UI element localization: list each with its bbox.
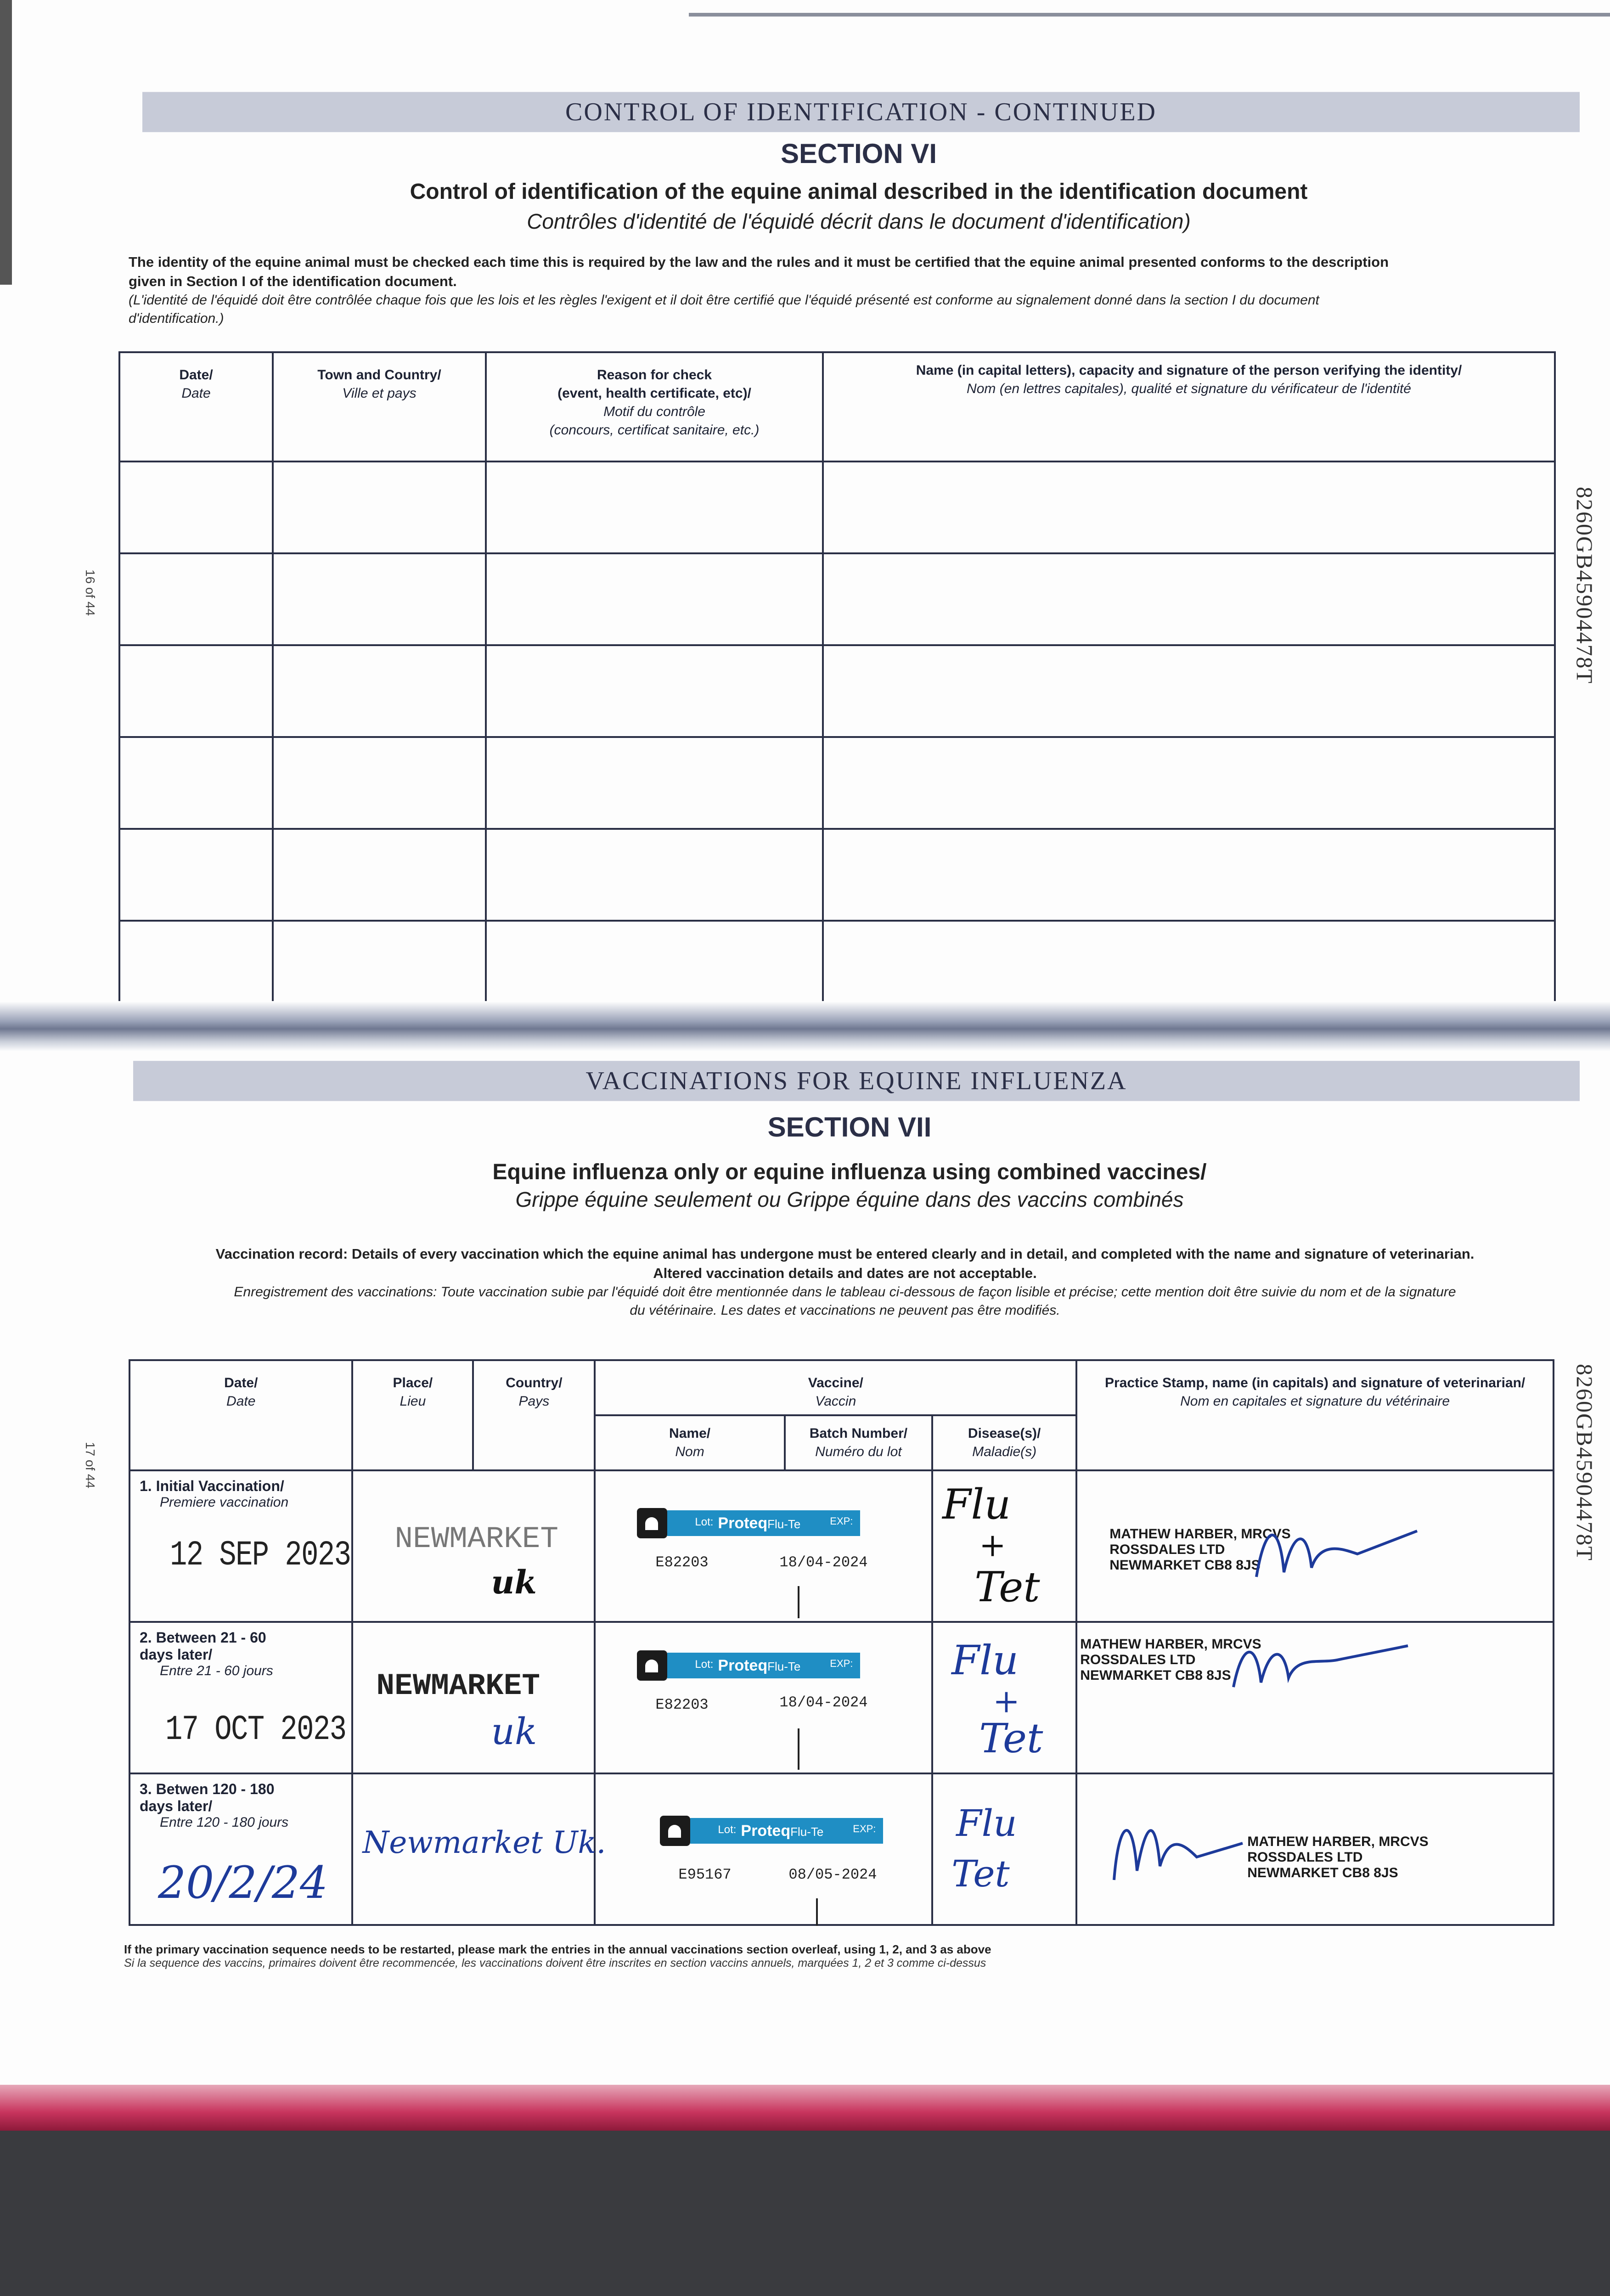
hdr-disease-fr: Maladie(s) [972,1444,1037,1459]
vaccination-row [129,1470,1554,1622]
hdr-name-en: Name/ [669,1426,711,1441]
col-date-en: Date/ [179,367,213,383]
col-date-fr: Date [181,386,211,401]
row3-label-en: 3. Betwen 120 - 180 days later/ [140,1781,275,1814]
hdr-name [595,1415,784,1470]
row2-label-fr: Entre 21 - 60 jours [160,1663,273,1678]
col-reason-en2: (event, health certificate, etc)/ [557,386,751,401]
col-town-header [273,352,486,461]
section7-heading: SECTION VII [767,1112,932,1142]
cell-reason[interactable] [486,461,823,553]
section7-banner-text: VACCINATIONS FOR EQUINE INFLUENZA [585,1067,1127,1095]
row2-place-stamp: NEWMARKET [376,1669,540,1703]
cover-edge-red [0,2085,1610,2131]
row1-vaccine-name: Proteq [718,1514,768,1532]
hdr-batch-fr: Numéro du lot [815,1444,902,1459]
row1-disease-2: Tet [974,1563,1040,1611]
label-tick [798,1728,799,1770]
row1-vet-practice: ROSSDALES LTD [1109,1542,1225,1557]
row1-lot-label: Lot: [695,1516,714,1528]
identity-check-row [119,461,1555,553]
cell-reason[interactable] [486,645,823,737]
row3-disease-cell[interactable] [932,1773,1076,1925]
cell-town[interactable] [273,829,486,921]
section7-notes [129,1244,1561,1320]
col-reason-en: Reason for check [597,367,712,383]
col-verifier-fr: Nom (en lettres capitales), qualité et signature du vérificateur de l'identité [967,381,1411,396]
row3-disease-2: Tet [951,1852,1010,1895]
row1-place-country-cell[interactable] [352,1470,595,1622]
row3-label-fr: Entre 120 - 180 jours [160,1815,289,1830]
row3-vaccine-cell[interactable] [595,1773,932,1925]
row3-exp-label: EXP: [853,1823,876,1835]
label-tick [798,1586,799,1618]
cell-date[interactable] [119,461,273,553]
col-date-header [119,352,273,461]
identity-check-row [119,921,1555,1008]
row3-place-handwritten: Newmarket Uk. [362,1825,606,1860]
section6-note-en-1: The identity of the equine animal must be checked each time this is required by the law and the rules and it must be certified that the equine animal presented conforms to the description [129,254,1389,270]
row2-vaccine-suffix: Flu-Te [767,1660,801,1673]
row3-date-handwritten: 20/2/24 [158,1857,328,1908]
cell-town[interactable] [273,645,486,737]
row1-vaccine-suffix: Flu-Te [767,1517,801,1531]
hdr-name-fr: Nom [675,1444,704,1459]
vaccine-brand-icon [637,1650,667,1681]
side-code-upper: 8260GB45904478T [1572,487,1598,684]
section6-heading: SECTION VI [780,138,937,169]
section7-footer-fr: Si la sequence des vaccins, primaires doivent être recommencée, les vaccinations doivent être inscrites en section vaccins annuels, marquées 1, 2 et 3 comme ci-dessus [124,1957,986,1970]
col-reason-header [486,352,823,461]
identity-check-row [119,829,1555,921]
section6-notes [129,253,1552,328]
section6-subtitle-fr: Contrôles d'identité de l'équidé décrit dans le document d'identification) [527,209,1191,233]
cover-edge-dark [0,2131,1610,2296]
row2-date-stamp: 17 OCT 2023 [165,1710,346,1750]
row1-vaccine-band [667,1510,860,1536]
vaccination-header-row-1 [129,1360,1554,1415]
identity-check-row [119,645,1555,737]
hdr-batch [785,1415,932,1470]
row3-vet-signature [1109,1802,1247,1894]
row2-batch: E82203 [655,1696,709,1713]
row2-disease-cell[interactable] [932,1622,1076,1773]
row3-vet-cell[interactable] [1076,1773,1554,1925]
hdr-disease-en: Disease(s)/ [968,1426,1041,1441]
cell-date[interactable] [119,737,273,829]
cell-verifier[interactable] [823,921,1555,1008]
page-top-edge [689,13,1610,17]
cell-reason[interactable] [486,737,823,829]
cell-verifier[interactable] [823,829,1555,921]
row1-vaccine-label [637,1508,860,1538]
row2-vet-signature [1229,1632,1413,1696]
row2-exp-label: EXP: [830,1658,853,1669]
row3-date-cell[interactable] [129,1773,352,1925]
row1-vet-address: NEWMARKET CB8 8JS [1109,1558,1261,1573]
cell-town[interactable] [273,737,486,829]
section7-note-en-1: Vaccination record: Details of every vaccination which the equine animal has undergone must be entered clearly and in detail, and completed with the name and signature of veterinarian. [215,1246,1475,1262]
row2-vaccine-cell[interactable] [595,1622,932,1773]
section6-note-fr-1: (L'identité de l'équidé doit être contrôlée chaque fois que les lois et les règles l'exigent et il doit être certifié que l'équidé présenté est conforme au signalement donné dans la section I du document [129,293,1319,308]
row3-disease-1: Flu [956,1802,1017,1845]
row1-vet-cell[interactable] [1076,1470,1554,1622]
row3-batch: E95167 [678,1866,732,1883]
hdr-place-fr: Lieu [400,1394,426,1409]
section6-banner [142,92,1580,132]
col-verifier-en: Name (in capital letters), capacity and signature of the person verifying the identity/ [916,363,1462,378]
identity-check-table [118,351,1556,1009]
vaccination-table [129,1359,1554,1926]
section6-note-en-2: given in Section I of the identification document. [129,273,457,289]
section7-subtitle-fr: Grippe équine seulement ou Grippe équine dans des vaccins combinés [515,1187,1184,1211]
row1-label-fr: Premiere vaccination [160,1495,289,1510]
row2-vet-name: MATHEW HARBER, MRCVS [1080,1637,1261,1652]
row2-disease-plus: + [993,1683,1020,1720]
cell-town[interactable] [273,461,486,553]
row1-place-stamp: NEWMARKET [394,1522,558,1556]
vaccine-brand-icon [637,1508,667,1538]
hdr-place-en: Place/ [393,1375,433,1390]
row1-country-handwritten: uk [491,1563,537,1601]
hdr-stamp-en: Practice Stamp, name (in capitals) and signature of veterinarian/ [1104,1375,1526,1390]
cell-date[interactable] [119,921,273,1008]
col-town-en: Town and Country/ [317,367,441,383]
col-town-fr: Ville et pays [342,386,417,401]
row2-vet-practice: ROSSDALES LTD [1080,1652,1196,1667]
cell-town[interactable] [273,921,486,1008]
row2-vaccine-label [637,1650,860,1681]
row1-date-stamp: 12 SEP 2023 [170,1536,351,1575]
cell-verifier[interactable] [823,737,1555,829]
row2-label-en: 2. Between 21 - 60 days later/ [140,1629,266,1663]
hdr-date-fr: Date [226,1394,256,1409]
row3-vaccine-band [690,1818,883,1844]
row3-place-country-cell[interactable] [352,1773,606,1925]
cell-verifier[interactable] [823,645,1555,737]
hdr-disease [932,1415,1076,1470]
hdr-country-en: Country/ [506,1375,563,1390]
row1-batch: E82203 [655,1554,709,1571]
row2-vet-address: NEWMARKET CB8 8JS [1080,1668,1231,1683]
col-verifier-header [823,352,1555,461]
page-fold [0,1001,1610,1052]
section7-footer [124,1942,1557,1970]
cell-reason[interactable] [486,829,823,921]
label-tick [816,1898,818,1926]
row1-date-cell[interactable] [129,1470,352,1622]
hdr-stamp-fr: Nom en capitales et signature du vétérinaire [1180,1394,1450,1409]
cell-verifier[interactable] [823,553,1555,645]
row1-disease-cell[interactable] [932,1470,1076,1622]
section7-note-fr-1: Enregistrement des vaccinations: Toute vaccination subie par l'équidé doit être mentionnée dans le tableau ci-dessous de façon lisible et précise; cette mention doit être suivie du nom et de la signature [234,1284,1456,1300]
vaccine-brand-icon [660,1816,690,1846]
hdr-batch-en: Batch Number/ [809,1426,908,1441]
section6-page-number: 16 of 44 [83,569,97,616]
hdr-place [352,1360,473,1470]
cell-date[interactable] [119,645,273,737]
row2-place-country-cell[interactable] [352,1622,595,1773]
row2-expiry: 18/04-2024 [779,1694,868,1711]
cell-reason[interactable] [486,921,823,1008]
hdr-date-en: Date/ [224,1375,258,1390]
row1-vaccine-cell[interactable] [595,1470,932,1622]
section6-subtitle-en: Control of identification of the equine animal described in the identification document [410,180,1308,204]
identity-check-header-row [119,352,1555,461]
section6-note-fr-2: d'identification.) [129,311,224,326]
side-code-lower: 8260GB45904478T [1572,1364,1598,1561]
row3-expiry: 08/05-2024 [788,1866,877,1883]
col-reason-fr: Motif du contrôle [603,404,705,419]
section7-subtitle-en: Equine influenza only or equine influenza using combined vaccines/ [492,1160,1207,1184]
hdr-vaccine [595,1360,1076,1415]
section7-banner [133,1061,1580,1101]
hdr-country [473,1360,595,1470]
cell-date[interactable] [119,829,273,921]
hdr-vaccine-fr: Vaccin [815,1394,856,1409]
vaccination-row [129,1622,1554,1773]
row2-country-handwritten: uk [491,1710,537,1753]
section7-page-number: 17 of 44 [83,1442,97,1489]
hdr-stamp [1076,1360,1554,1470]
row1-disease-plus: + [979,1526,1006,1564]
row2-vaccine-name: Proteq [718,1657,768,1674]
section7-footer-en: If the primary vaccination sequence needs to be restarted, please mark the entries in the annual vaccinations section overleaf, using 1, 2, and 3 as above [124,1942,991,1956]
identity-check-row [119,553,1555,645]
row2-disease-2: Tet [979,1715,1043,1762]
hdr-date [129,1360,352,1470]
row1-vet-name: MATHEW HARBER, MRCVS [1109,1526,1291,1542]
vaccination-row [129,1773,1554,1925]
row3-vaccine-name: Proteq [741,1822,791,1840]
row1-label-en: 1. Initial Vaccination/ [140,1478,284,1494]
row3-vet-address: NEWMARKET CB8 8JS [1247,1865,1398,1880]
section6-banner-text: CONTROL OF IDENTIFICATION - CONTINUED [565,98,1157,126]
row1-disease-1: Flu [942,1480,1011,1529]
section7-note-en-2: Altered vaccination details and dates are not acceptable. [653,1265,1037,1281]
row3-vet-stamp [1247,1834,1428,1881]
row1-exp-label: EXP: [830,1515,853,1527]
identity-check-row [119,737,1555,829]
row3-vet-practice: ROSSDALES LTD [1247,1850,1363,1865]
row2-date-cell[interactable] [129,1622,352,1773]
row3-vaccine-label [660,1816,883,1846]
cell-reason[interactable] [486,553,823,645]
cell-date[interactable] [119,553,273,645]
cell-verifier[interactable] [823,461,1555,553]
cell-town[interactable] [273,553,486,645]
row2-disease-1: Flu [951,1637,1019,1684]
hdr-country-fr: Pays [518,1394,550,1409]
row2-lot-label: Lot: [695,1658,714,1671]
row3-lot-label: Lot: [718,1823,737,1836]
section7-note-fr-2: du vétérinaire. Les dates et vaccinations ne peuvent pas être modifiés. [630,1303,1060,1318]
col-reason-fr2: (concours, certificat sanitaire, etc.) [549,422,760,438]
row2-vaccine-band [667,1653,860,1678]
row2-vet-cell[interactable] [1076,1622,1554,1773]
row3-vet-name: MATHEW HARBER, MRCVS [1247,1834,1429,1849]
row3-vaccine-suffix: Flu-Te [790,1825,824,1839]
hdr-vaccine-en: Vaccine/ [808,1375,863,1390]
row1-vet-signature [1252,1513,1426,1586]
row1-expiry: 18/04-2024 [779,1554,868,1571]
